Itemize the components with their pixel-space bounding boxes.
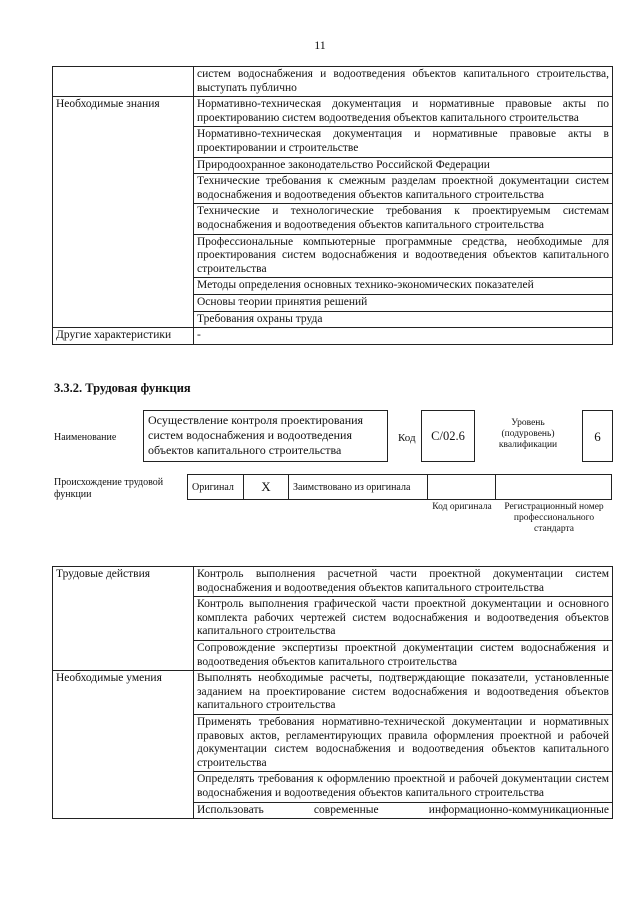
level-value-box	[582, 410, 613, 462]
list-item: Сопровождение экспертизы проектной документации систем водоснабжения и водоотведения объектов капитального строительства	[194, 640, 613, 670]
original-mark: X	[244, 475, 289, 500]
page-number: 11	[314, 38, 326, 52]
list-item: Основы теории принятия решений	[194, 294, 613, 311]
table-row	[53, 328, 613, 345]
name-label: Наименование	[54, 432, 117, 443]
list-item: систем водоснабжения и водоотведения объектов капитального строительства, выступать публично	[194, 67, 613, 97]
name-value: Осуществление контроля проектирования систем водоснабжения и водоотведения объектов капитального строительства	[148, 413, 364, 457]
list-item: Применять требования нормативно-технической документации и нормативных правовых актов, регламентирующих правила оформления проектной и рабочей документации систем водоснабжения и водоотведения объектов капитального строительства	[194, 714, 613, 771]
table-row	[53, 671, 613, 715]
code-original-label: Код оригинала	[432, 502, 492, 512]
list-item: Контроль выполнения графической части проектной документации и основного комплекта рабочих чертежей систем водоснабжения и водоотведения объектов капитального строительства	[194, 597, 613, 641]
list-item: Технические требования к смежным разделам проектной документации систем водоснабжения и водоотведения объектов капитального строительства	[194, 174, 613, 204]
row-label	[53, 67, 194, 97]
level-label: Уровень (подуровень) квалификации	[498, 418, 558, 450]
row-label-other: Другие характеристики	[53, 328, 194, 345]
borrowed-label: Заимствовано из оригинала	[289, 475, 428, 500]
list-item: Профессиональные компьютерные программные средства, необходимые для проектирования систем водоснабжения и водоотведения объектов капитального строительства	[194, 234, 613, 278]
table-row	[53, 67, 613, 97]
name-value-box	[143, 410, 388, 462]
list-item: Определять требования к оформлению проектной и рабочей документации систем водоснабжения и водоотведения объектов капитального строительства	[194, 772, 613, 802]
knowledge-table	[52, 66, 613, 345]
origin-label: Происхождение трудовой функции	[54, 477, 164, 500]
actions-table	[52, 566, 613, 819]
origin-table	[187, 474, 612, 500]
list-item: -	[194, 328, 613, 345]
level-value: 6	[594, 429, 601, 444]
row-label-knowledge: Необходимые знания	[53, 97, 194, 328]
list-item: Выполнять необходимые расчеты, подтверждающие показатели, установленные заданием на проектирование систем водоснабжения и водоотведения объектов капитального строительства	[194, 671, 613, 715]
list-item: Контроль выполнения расчетной части проектной документации систем водоснабжения и водоотведения объектов капитального строительства	[194, 567, 613, 597]
row-label-skills: Необходимые умения	[53, 671, 194, 819]
code-original-cell	[428, 475, 496, 500]
list-item: Технические и технологические требования к проектируемым системам водоснабжения и водоотведения объектов капитального строительства	[194, 204, 613, 234]
section-heading: 3.3.2. Трудовая функция	[54, 381, 191, 395]
table-row	[53, 567, 613, 597]
list-item: Требования охраны труда	[194, 311, 613, 328]
reg-number-label: Регистрационный номер профессионального стандарта	[504, 502, 604, 534]
code-value-box	[421, 410, 475, 462]
list-item: Природоохранное законодательство Российской Федерации	[194, 157, 613, 174]
original-label: Оригинал	[188, 475, 244, 500]
list-item: Методы определения основных технико-экономических показателей	[194, 278, 613, 295]
code-label: Код	[398, 432, 416, 444]
list-item: Нормативно-техническая документация и нормативные правовые акты в проектировании и строительстве	[194, 127, 613, 157]
reg-number-cell	[496, 475, 612, 500]
list-item: Использовать современные информационно-коммуникационные	[194, 802, 613, 819]
code-value: C/02.6	[431, 429, 465, 443]
list-item: Нормативно-техническая документация и нормативные правовые акты по проектированию систем водоотведения объектов капитального строительства	[194, 97, 613, 127]
table-row	[53, 97, 613, 127]
row-label-actions: Трудовые действия	[53, 567, 194, 671]
